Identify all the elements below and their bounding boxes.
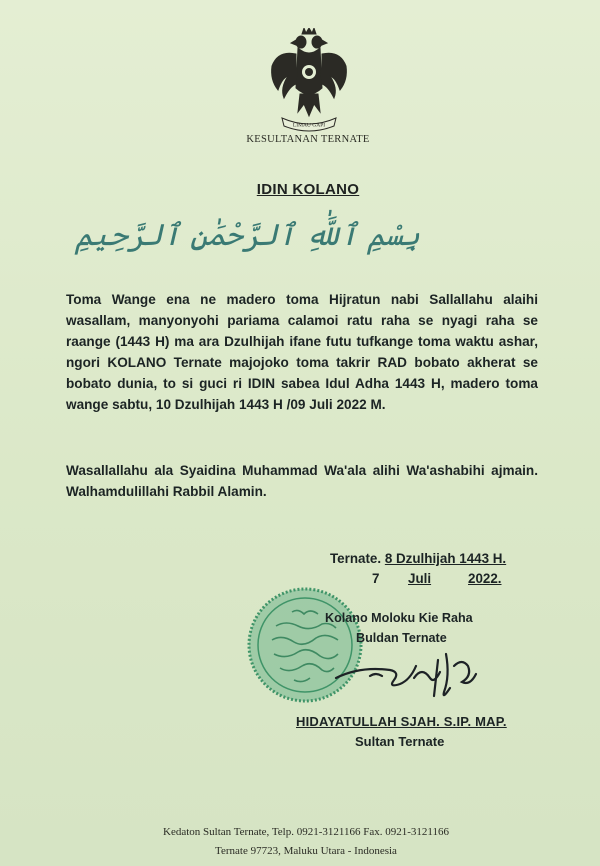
gregorian-month: Juli [408, 571, 432, 586]
hijri-date-line [330, 551, 545, 566]
signer-name: HIDAYATULLAH SJAH. S.IP. MAP. [296, 714, 507, 729]
organization-name: KESULTANAN TERNATE [246, 134, 370, 145]
signer-title-line-1: Kolano Moloku Kie Raha [325, 611, 473, 625]
handwritten-signature-icon [330, 636, 490, 706]
decree-paragraph: Toma Wange ena ne madero toma Hijratun nabi Sallallahu alaihi wasallam, manyonyohi pariama calamoi ratu raha se nyagi raha se raange (1443 H) ma ara Dzulhijah ifane futu tufkange toma waktu ashar, ngori KOLANO Ternate majojoko toma takrir RAD bobato akherat se bobato dunia, to si guci ri IDIN sabea Idul Adha 1443 H, madero toma wange sabtu, 10 Dzulhijah 1443 H /09 Juli 2022 M. [66, 292, 538, 412]
footer-contact-line: Kedaton Sultan Ternate, Telp. 0921-3121166 Fax. 0921-3121166 [163, 826, 449, 838]
document-title: IDIN KOLANO [256, 181, 360, 198]
place-name: Ternate. [330, 551, 382, 566]
closing-paragraph: Wasallallahu ala Syaidina Muhammad Wa'ala alihi Wa'ashabihi ajmain. Walhamdulillahi Rabbil Alamin. [66, 463, 538, 499]
sultanate-crest-icon [268, 28, 350, 134]
hijri-date: 8 Dzulhijah 1443 H. [384, 551, 507, 566]
gregorian-year: 2022. [468, 571, 502, 586]
signer-role: Sultan Ternate [355, 734, 445, 749]
basmala-calligraphy: بِسْمِ ٱللَّٰهِ ٱلرَّحْمَٰنِ ٱلرَّحِيمِ [74, 218, 420, 253]
footer-address-line: Ternate 97723, Maluku Utara - Indonesia [215, 845, 397, 857]
gregorian-day: 7 [372, 571, 380, 586]
crest-motto: LIMAU GAPI [292, 122, 326, 129]
signer-title-line-2: Buldan Ternate [356, 631, 447, 645]
gregorian-date-line [330, 571, 545, 586]
